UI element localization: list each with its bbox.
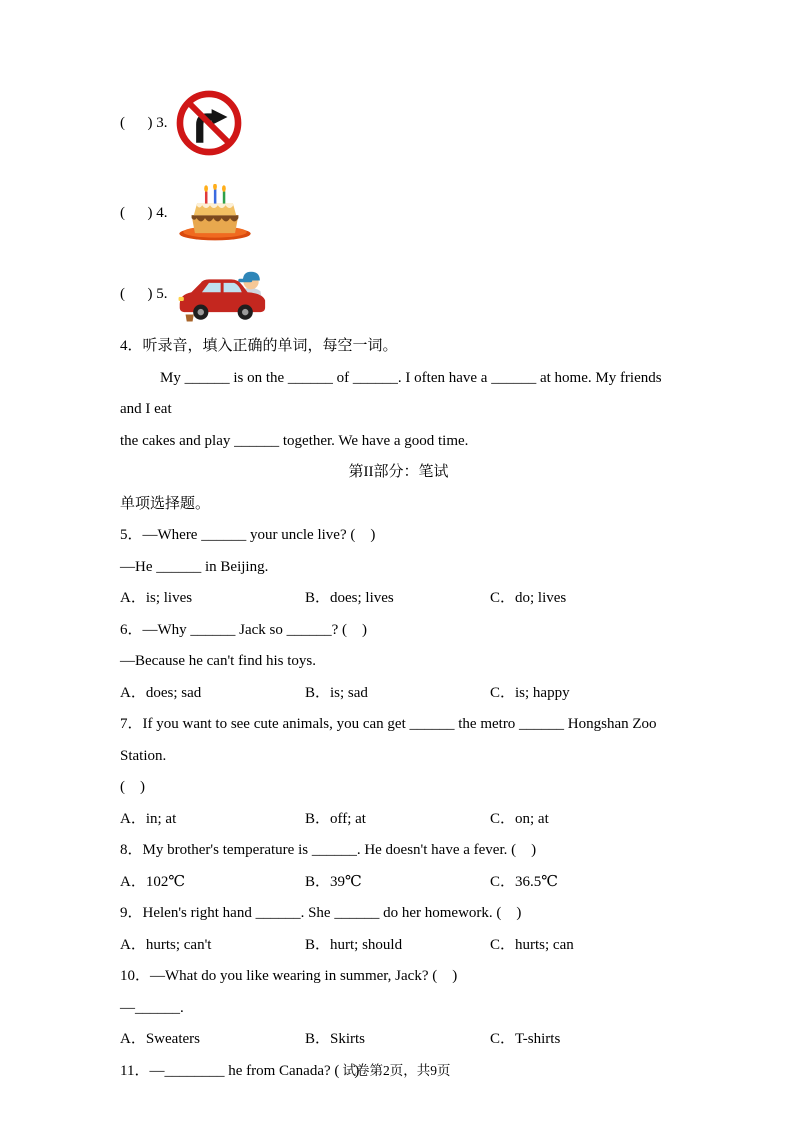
- question-text: 5．—Where ______ your uncle live? ( ): [120, 527, 376, 543]
- option-b: B．is; sad: [305, 684, 368, 701]
- no-right-turn-sign-icon: [176, 90, 242, 156]
- answer-line: —He ______ in Beijing.: [120, 558, 269, 575]
- options-row: [120, 930, 677, 962]
- answer-blank-label: ( ) 5.: [120, 286, 168, 302]
- option-b: B．does; lives: [305, 590, 394, 606]
- question-8: [120, 835, 677, 898]
- question-5: [120, 520, 677, 615]
- boy-washing-car-icon: [176, 263, 270, 325]
- cloze-text-line-1: My ______ is on the ______ of ______. I often have a ______ at home. My friends and I eat: [120, 369, 666, 417]
- answer-line: ( ): [120, 779, 145, 795]
- question-7: [120, 709, 677, 835]
- question-6: [120, 615, 677, 710]
- question-text: 10．—What do you like wearing in summer, Jack? ( ): [120, 968, 458, 984]
- option-a: A．is; lives: [120, 590, 193, 606]
- options-row: [120, 804, 677, 836]
- cloze-text-line-2: the cakes and play ______ together. We have a good time.: [120, 432, 469, 449]
- options-row: [120, 1024, 677, 1056]
- option-b: B．Skirts: [305, 1031, 366, 1047]
- answer-line: —Because he can't find his toys.: [120, 653, 316, 669]
- birthday-cake-icon: [176, 184, 254, 241]
- option-c: C．on; at: [490, 810, 549, 827]
- question-9: [120, 898, 677, 961]
- options-row: [120, 867, 677, 899]
- option-c: C．T-shirts: [490, 1031, 561, 1047]
- answer-blank-label: ( ) 4.: [120, 204, 168, 221]
- option-a: A．102℃: [120, 873, 186, 890]
- listening-item-4: [120, 184, 677, 241]
- page-footer: 试卷第2页，共9页: [342, 1063, 451, 1078]
- listening-item-5: [120, 263, 677, 325]
- question-4-title: 4．听录音，填入正确的单词，每空一词。: [120, 338, 398, 354]
- question-text: 8．My brother's temperature is ______. He doesn't have a fever. ( ): [120, 842, 537, 858]
- question-text: 9．Helen's right hand ______. She ______ do her homework. ( ): [120, 905, 522, 921]
- answer-line: —______.: [120, 999, 184, 1016]
- option-a: A．hurts; can't: [120, 936, 212, 953]
- option-b: B．off; at: [305, 810, 366, 827]
- option-a: A．does; sad: [120, 684, 202, 701]
- option-c: C．36.5℃: [490, 873, 559, 890]
- question-10: [120, 961, 677, 1056]
- question-text: 6．—Why ______ Jack so ______? ( ): [120, 621, 368, 638]
- options-row: [120, 678, 677, 710]
- answer-blank-label: ( ) 3.: [120, 115, 168, 131]
- option-a: A．Sweaters: [120, 1031, 200, 1047]
- multiple-choice-instruction: 单项选择题。: [120, 495, 211, 512]
- option-c: C．do; lives: [490, 590, 567, 606]
- part-2-heading: 第II部分：笔试: [348, 464, 449, 480]
- option-c: C．is; happy: [490, 684, 570, 701]
- option-a: A．in; at: [120, 810, 177, 827]
- option-b: B．hurt; should: [305, 936, 403, 953]
- listening-item-3: [120, 90, 677, 156]
- option-c: C．hurts; can: [490, 936, 574, 953]
- question-text: 7．If you want to see cute animals, you can get ______ the metro ______ Hongshan Zoo Station.: [120, 716, 661, 764]
- option-b: B．39℃: [305, 873, 362, 890]
- question-text: 11．—________ he from Canada? ( ): [120, 1062, 360, 1079]
- options-row: [120, 583, 677, 615]
